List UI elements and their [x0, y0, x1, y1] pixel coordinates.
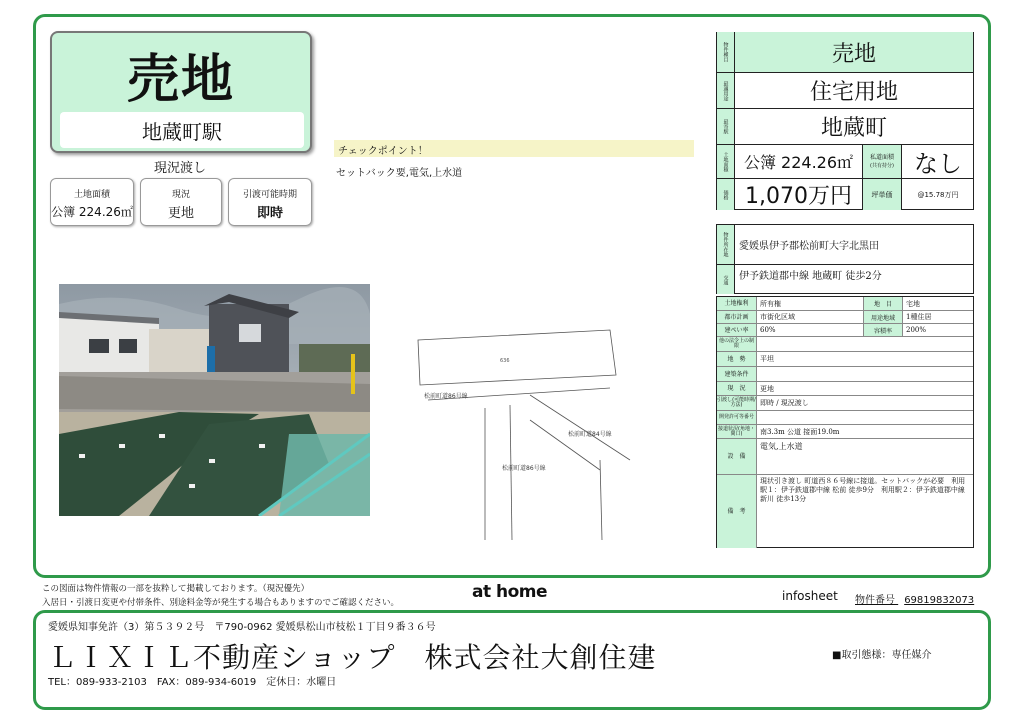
disclaimer-line-1: この図面は物件情報の一部を抜粋して掲載しております。（現況優先）: [42, 584, 310, 594]
traffic-label: 交通: [717, 265, 735, 294]
property-id-value: 69819832073: [904, 595, 975, 606]
spec-label: 物件種目: [717, 32, 735, 72]
info-box-label: 現況: [171, 189, 190, 200]
detail-value: 現状引き渡し 町道西８６号線に接道。セットバックが必要 利用駅１：伊予鉄道郡中線 松前 徒歩9分 利用駅２：伊予鉄道郡中線 新川 徒歩13分: [760, 477, 966, 503]
info-box-handover: [228, 178, 312, 226]
spec-label: 価格: [717, 179, 735, 210]
detail-row: [717, 438, 973, 474]
map-road-label: 松前町道84号線: [568, 431, 612, 438]
detail-value: 200%: [906, 326, 927, 334]
spec-private-road-sub: (共有持分): [870, 163, 894, 169]
property-id: [855, 591, 974, 606]
spec-label: 最寄駅: [717, 109, 735, 144]
detail-row: [717, 336, 973, 351]
info-box-value: 更地: [167, 205, 194, 221]
details-table: [716, 296, 974, 548]
spec-private-road-title: 私道面積: [869, 154, 894, 161]
info-box-area: [50, 178, 134, 226]
detail-label: 開発許可等番号: [717, 411, 757, 424]
spec-row-use: [717, 72, 973, 108]
detail-label: 都市計画: [717, 311, 757, 323]
station-banner: 地蔵町駅: [60, 112, 304, 148]
detail-value: 市街化区域: [760, 313, 795, 321]
athome-logo: [472, 582, 547, 602]
spec-row-station: [717, 108, 973, 144]
detail-row: [717, 410, 973, 424]
detail-row: [717, 424, 973, 438]
spec-label: 最適用途: [717, 73, 735, 108]
map-lot-label: 636: [500, 358, 510, 364]
map-road-label: 松前町道86号線: [502, 465, 546, 472]
detail-value: [757, 367, 973, 381]
checkpoint-header: チェックポイント！: [334, 140, 694, 157]
address-label: 物件所在地: [717, 225, 735, 264]
detail-value: 1種住居: [906, 313, 932, 321]
spec-row-price: [717, 178, 973, 210]
title: 売地: [126, 49, 235, 110]
info-box-value: 公簿 224.26㎡: [51, 204, 133, 219]
detail-row: [717, 297, 973, 310]
spec-price: 1,070万円: [745, 184, 852, 209]
disclaimer-line-2: 入居日・引渡日変更や付帯条件、別途料金等が発生する場合もありますのでご確認ください。: [42, 598, 400, 608]
detail-value: [757, 411, 973, 424]
traffic-value: 伊予鉄道郡中線 地蔵町 徒歩2分: [739, 271, 882, 282]
address-table: [716, 224, 974, 294]
detail-label: 用途地域: [863, 311, 903, 323]
detail-label: 容積率: [863, 324, 903, 336]
detail-value: 所有権: [760, 299, 781, 308]
detail-row: [717, 381, 973, 395]
detail-value: 60%: [760, 326, 776, 334]
detail-value: [757, 337, 973, 351]
detail-value: 電気,上水道: [760, 442, 803, 451]
detail-label: 接道状況(角地・間口): [717, 425, 757, 438]
spec-table: [716, 32, 974, 210]
info-box-status: [140, 178, 222, 226]
detail-value: 即時 / 現況渡し: [760, 399, 809, 407]
spec-row-area: [717, 144, 973, 178]
spec-type: 売地: [735, 32, 973, 72]
spec-unit-price: @15.78万円: [917, 190, 959, 199]
detail-row: [717, 351, 973, 366]
info-box-value: 即時: [256, 205, 283, 221]
athome-logo-text: at home: [472, 582, 548, 602]
contact-text: TEL：089-933-2103 FAX：089-934-6019 定休日：水曜日: [48, 677, 337, 688]
detail-row: [717, 474, 973, 548]
license-text: 愛媛県知事免許（3）第５３９２号 〒790-0962 愛媛県松山市枝松１丁目９番３６号: [48, 622, 436, 633]
traffic-row: [717, 264, 973, 294]
detail-row: [717, 310, 973, 323]
detail-row: [717, 366, 973, 381]
detail-label: 引渡し(可能時期/方法): [717, 397, 756, 408]
photo-illustration: [59, 284, 370, 516]
detail-label: 土地権利: [717, 297, 757, 310]
spec-private-road-label: [862, 145, 902, 178]
detail-row: [717, 323, 973, 336]
detail-label: 備 考: [717, 475, 757, 548]
detail-label: 地 勢: [717, 352, 757, 366]
info-box-label: 土地面積: [73, 189, 110, 200]
spec-use: 住宅用地: [809, 80, 898, 105]
detail-value: 平坦: [760, 355, 774, 363]
info-box-label: 引渡可能時期: [242, 189, 297, 200]
deal-type: ■取引態様：専任媒介: [832, 650, 932, 661]
detail-value: 更地: [760, 384, 774, 393]
spec-area: 公簿 224.26㎡: [743, 153, 854, 172]
detail-label: 設 備: [717, 439, 757, 474]
spec-unit-price-label: 坪単価: [862, 179, 902, 210]
detail-label: 現 況: [717, 382, 757, 395]
spec-station: 地蔵町: [820, 116, 887, 141]
condition-text: 現況渡し: [153, 160, 206, 176]
spec-private-road: なし: [914, 150, 962, 178]
title-card: [50, 31, 312, 153]
site-map: [400, 300, 700, 540]
property-photo: [59, 284, 370, 516]
detail-label: 建築条件: [717, 367, 757, 381]
spec-row-type: [717, 32, 973, 72]
map-road-label: 松前町道86号線: [424, 393, 468, 400]
company-name: ＬＩＸＩＬ不動産ショップ 株式会社大創住建: [48, 641, 657, 674]
detail-row: [717, 395, 973, 410]
spec-label: 土地面積: [717, 145, 735, 178]
address-row: [717, 225, 973, 264]
map-drawing: [400, 300, 700, 540]
checkpoint-text: セットバック要,電気,上水道: [336, 168, 463, 179]
detail-label: 地 目: [863, 297, 903, 310]
detail-label: 他の法令上の制限: [717, 337, 757, 351]
property-id-label: 物件番号: [855, 595, 895, 606]
detail-label: 建ぺい率: [717, 324, 757, 336]
detail-value: 南3.3m 公道 接面19.0m: [760, 427, 840, 436]
detail-value: 宅地: [906, 299, 920, 308]
address-value: 愛媛県伊予郡松前町大字北黒田: [739, 241, 879, 252]
infosheet-label: infosheet: [782, 589, 838, 603]
